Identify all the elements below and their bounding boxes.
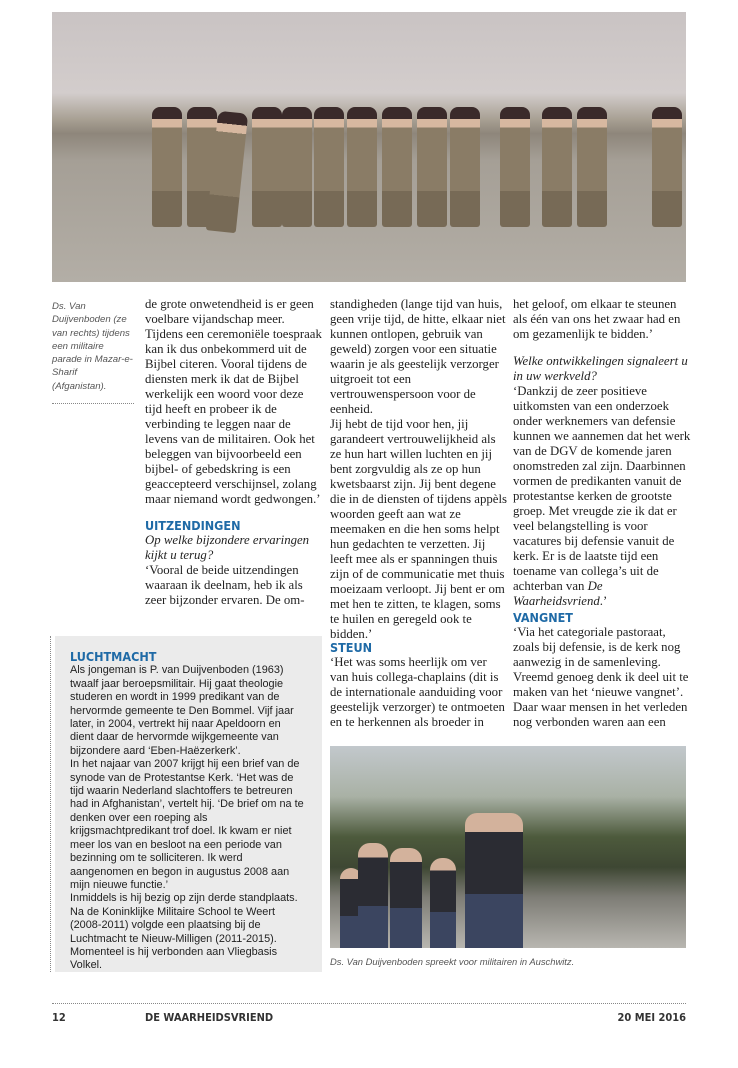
paragraph: Inmiddels is hij bezig op zijn derde standplaats. Na de Koninklijke Militaire School te Weert (2008-2011) volgde een plaatsing bij de Luchtmacht te Nieuw-Milligen (2011-2015). Momenteel is hij verbonden aan Vliegbasis Volkel. xyxy=(70,892,298,972)
box-title: LUCHTMACHT xyxy=(70,649,157,664)
issue-date: 20 MEI 2016 xyxy=(617,1011,686,1024)
paragraph: ‘Vooral de beide uitzendingen waaraan ik deelnam, heb ik als zeer bijzonder ervaren. De om- xyxy=(145,563,305,607)
auschwitz-photo xyxy=(330,746,686,948)
interview-question: Op welke bijzondere ervaringen kijkt u terug? xyxy=(145,533,310,562)
column-2-bottom xyxy=(330,640,507,730)
column-1-top xyxy=(145,297,323,507)
dotted-divider xyxy=(50,636,51,972)
paragraph: standigheden (lange tijd van huis, geen vrije tijd, de hitte, elkaar niet kunnen ontlopen, gebruik van geweld) zorgen voor een situatie waarin je als geestelijk verzorger uitgroeit tot een vertrouwenspersoon voor de eenheid. xyxy=(330,297,506,416)
section-heading: VANGNET xyxy=(513,610,573,625)
paragraph: Jij hebt de tijd voor hen, jij garandeert vertrouwelijkheid als ze hun hart willen luchten en jij bent zorgvuldig als ze op hun kwetsbaarst zijn. Jij bent degene die in de diensten of tijdens appèls woorden geeft aan wat ze meemaken en die hen soms helpt hun gedachten te verzetten. Jij leeft mee als er spanningen thuis zijn of de communicatie met thuis moeizaam verloopt. Jij bent er om met hen te zitten, te klagen, soms te huilen en geregeld ook te bidden.’ xyxy=(330,417,507,641)
section-heading: UITZENDINGEN xyxy=(145,518,241,533)
column-3-top xyxy=(513,297,691,609)
paragraph: In het najaar van 2007 krijgt hij een brief van de synode van de Protestantse Kerk. ‘Het was de tijd waarin Nederland slachtoffers te betreuren had in Afghanistan’, vertelt hij. ‘De brief om na te denken over een roeping als krijgsmachtpredikant trof doel. Ik kwam er niet meer los van en besloot na een periode van bezinning om te solliciteren. Ik werd aangenomen en begon in augustus 2008 aan mijn nieuwe functie.’ xyxy=(70,758,304,891)
paragraph: ‘Via het categoriale pastoraat, zoals bij defensie, is de kerk nog aanwezig in de samenleving. Vreemd genoeg denk ik deel uit te maken van het ‘nieuwe vangnet’. Daar waar mensen in het verleden nog verbonden waren aan een xyxy=(513,625,689,729)
column-3-bottom xyxy=(513,610,691,730)
footer-divider xyxy=(52,1003,686,1004)
section-heading: STEUN xyxy=(330,640,372,655)
paragraph: de grote onwetendheid is er geen voelbare vijandschap meer. Tijdens een ceremoniële toespraak kan ik dus onbekommerd uit de Bijbel citeren. Vooral tijdens de diensten merk ik dat de Bijbel werkelijk een woord voor deze tijd heeft en probeer ik de verbinding te leggen naar de levens van de militairen. Ook het beleggen van bijvoorbeeld een bijbel- of gebedskring is een geaccepteerd verschijnsel, zolang maar niemand wordt gedwongen.’ xyxy=(145,297,322,506)
interview-question: Welke ontwikkelingen signaleert u in uw werkveld? xyxy=(513,354,688,383)
parade-photo xyxy=(52,12,686,282)
paragraph: het geloof, om elkaar te steunen als één van ons het zwaar had en om gezamenlijk te bidden.’ xyxy=(513,297,681,341)
paragraph: Als jongeman is P. van Duijvenboden (1963) twaalf jaar beroepsmilitair. Hij gaat theologie studeren en wordt in 1999 predikant van de hervormde gemeente te Den Bommel. Vijf jaar later, in 2004, vertrekt hij naar Apeldoorn en dient daar de hervormde wijkgemeente van bijzondere aard ‘Eben-Haëzerkerk’. xyxy=(70,664,294,757)
column-1-bottom xyxy=(145,518,323,608)
paragraph: ‘Het was soms heerlijk om ver van huis collega-chaplains (dit is de internationale aanduiding voor geestelijk verzorger) te ontmoeten en te herkennen als broeder in xyxy=(330,655,505,729)
column-2-top xyxy=(330,297,507,642)
page-number: 12 xyxy=(52,1011,66,1024)
paragraph: ‘Dankzij de zeer positieve uitkomsten van een onderzoek onder werknemers van defensie kunnen we aannemen dat het werk van de DGV de komende jaren onomstreden zal zijn. Daarbinnen vormen de predikanten vanuit de protestantse kerken de grootste groep. Met vreugde zie ik dat er veel belangstelling is voor vacatures bij defensie vanuit de kerk. Er is de laatste tijd een toename van collega’s uit de achterban van De Waarheidsvriend.’ xyxy=(513,384,691,608)
photo-caption-top: Ds. Van Duijvenboden (ze van rechts) tijdens een militaire parade in Mazar-e-Sharif (Afganistan). xyxy=(52,300,134,404)
magazine-name: DE WAARHEIDSVRIEND xyxy=(145,1011,274,1024)
photo-caption-bottom: Ds. Van Duijvenboden spreekt voor militairen in Auschwitz. xyxy=(330,956,575,967)
biography-box xyxy=(55,636,322,972)
